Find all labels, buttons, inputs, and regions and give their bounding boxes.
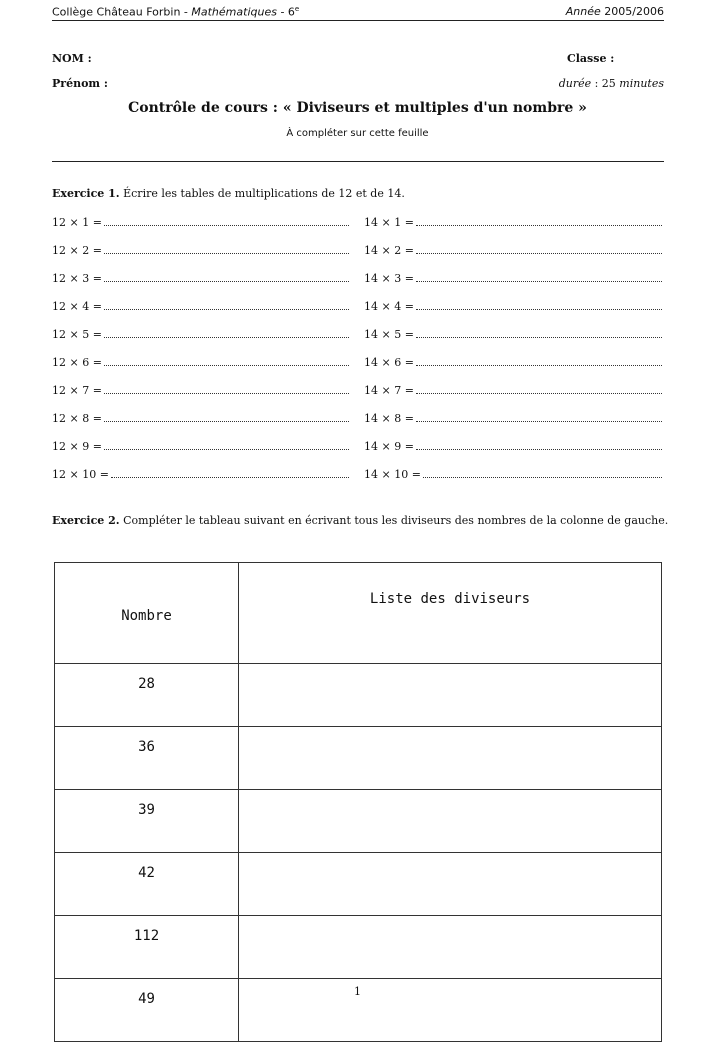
number-cell: 49	[55, 979, 239, 1042]
page-subtitle: À compléter sur cette feuille	[286, 128, 429, 139]
multiplication-row	[364, 356, 662, 370]
nom-label: NOM :	[52, 52, 92, 65]
multiplication-label: 14 × 2 =	[364, 244, 414, 257]
multiplication-label: 12 × 5 =	[52, 328, 102, 341]
divisors-answer-cell[interactable]	[239, 790, 662, 853]
page-number: 1	[354, 985, 361, 998]
answer-blank[interactable]	[423, 468, 662, 478]
multiplication-row	[364, 328, 662, 342]
exercise2-text: Compléter le tableau suivant en écrivant tous les diviseurs des nombres de la colonne de gauche.	[119, 514, 669, 527]
exercise1-label: Exercice 1.	[52, 187, 120, 200]
multiplication-row	[364, 440, 662, 454]
answer-blank[interactable]	[104, 440, 349, 450]
multiplication-label: 14 × 1 =	[364, 216, 414, 229]
school-year: 2005/2006	[600, 5, 664, 18]
divisors-answer-cell[interactable]	[239, 853, 662, 916]
answer-blank[interactable]	[104, 300, 349, 310]
divisors-answer-cell[interactable]	[239, 727, 662, 790]
answer-blank[interactable]	[104, 356, 349, 366]
answer-blank[interactable]	[104, 412, 349, 422]
header-left	[52, 5, 299, 19]
number-cell: 112	[55, 916, 239, 979]
duration-label: durée	[558, 77, 592, 90]
multiplication-row	[364, 216, 662, 230]
multiplication-label: 12 × 10 =	[52, 468, 109, 481]
answer-blank[interactable]	[416, 244, 662, 254]
multiplication-label: 12 × 7 =	[52, 384, 102, 397]
exercise1-text: Écrire les tables de multiplications de 12 et de 14.	[119, 187, 405, 200]
header-liste-diviseurs: Liste des diviseurs	[239, 563, 662, 664]
multiplication-row	[364, 272, 662, 286]
multiplication-row	[52, 468, 349, 482]
answer-blank[interactable]	[104, 244, 349, 254]
multiplication-row	[52, 356, 349, 370]
multiplication-row	[52, 300, 349, 314]
multiplication-row	[52, 384, 349, 398]
answer-blank[interactable]	[104, 328, 349, 338]
duration-value: : 25	[591, 77, 620, 90]
multiplication-label: 14 × 9 =	[364, 440, 414, 453]
number-cell: 39	[55, 790, 239, 853]
multiplication-label: 14 × 10 =	[364, 468, 421, 481]
page-title: Contrôle de cours : « Diviseurs et multiples d'un nombre »	[128, 100, 587, 116]
multiplication-label: 12 × 8 =	[52, 412, 102, 425]
answer-blank[interactable]	[416, 356, 662, 366]
answer-blank[interactable]	[416, 412, 662, 422]
multiplication-row	[364, 300, 662, 314]
multiplication-label: 14 × 4 =	[364, 300, 414, 313]
multiplication-label: 14 × 7 =	[364, 384, 414, 397]
multiplication-row	[52, 272, 349, 286]
multiplication-row	[52, 328, 349, 342]
answer-blank[interactable]	[416, 328, 662, 338]
multiplication-row	[52, 216, 349, 230]
answer-blank[interactable]	[111, 468, 349, 478]
multiplication-label: 14 × 5 =	[364, 328, 414, 341]
number-cell: 36	[55, 727, 239, 790]
duration	[559, 77, 664, 90]
answer-blank[interactable]	[416, 384, 662, 394]
class-level: - 6	[276, 5, 295, 19]
class-level-sup: e	[294, 5, 300, 13]
exercise2-label: Exercice 2.	[52, 514, 120, 527]
answer-blank[interactable]	[416, 272, 662, 282]
header-nombre: Nombre	[55, 563, 239, 664]
exercise2-instruction	[52, 514, 668, 527]
table-header-row	[55, 563, 662, 664]
multiplication-label: 12 × 2 =	[52, 244, 102, 257]
table-row	[55, 727, 662, 790]
multiplication-label: 12 × 4 =	[52, 300, 102, 313]
number-cell: 42	[55, 853, 239, 916]
multiplication-row	[364, 468, 662, 482]
multiplication-row	[364, 412, 662, 426]
header-right	[566, 5, 664, 18]
answer-blank[interactable]	[416, 440, 662, 450]
table-row	[55, 853, 662, 916]
subject: Mathématiques	[191, 5, 277, 19]
table-row	[55, 790, 662, 853]
multiplication-label: 12 × 3 =	[52, 272, 102, 285]
multiplication-row	[364, 244, 662, 258]
answer-blank[interactable]	[416, 216, 662, 226]
multiplication-label: 14 × 8 =	[364, 412, 414, 425]
multiplication-row	[364, 384, 662, 398]
duration-unit: minutes	[619, 77, 664, 90]
answer-blank[interactable]	[104, 216, 349, 226]
divisors-answer-cell[interactable]	[239, 664, 662, 727]
number-cell: 28	[55, 664, 239, 727]
title-rule	[52, 161, 664, 162]
school-name: Collège Château Forbin -	[52, 5, 192, 19]
table-row	[55, 664, 662, 727]
divisors-table	[54, 562, 662, 1042]
year-label: Année	[565, 5, 601, 18]
multiplication-row	[52, 440, 349, 454]
answer-blank[interactable]	[104, 384, 349, 394]
exercise1-instruction	[52, 187, 405, 200]
classe-label: Classe :	[567, 52, 615, 65]
multiplication-label: 14 × 3 =	[364, 272, 414, 285]
divisors-answer-cell[interactable]	[239, 916, 662, 979]
answer-blank[interactable]	[416, 300, 662, 310]
header-rule	[52, 20, 664, 21]
multiplication-label: 12 × 9 =	[52, 440, 102, 453]
multiplication-label: 12 × 6 =	[52, 356, 102, 369]
answer-blank[interactable]	[104, 272, 349, 282]
multiplication-row	[52, 412, 349, 426]
prenom-label: Prénom :	[52, 77, 108, 90]
multiplication-label: 12 × 1 =	[52, 216, 102, 229]
multiplication-label: 14 × 6 =	[364, 356, 414, 369]
multiplication-row	[52, 244, 349, 258]
table-row	[55, 916, 662, 979]
